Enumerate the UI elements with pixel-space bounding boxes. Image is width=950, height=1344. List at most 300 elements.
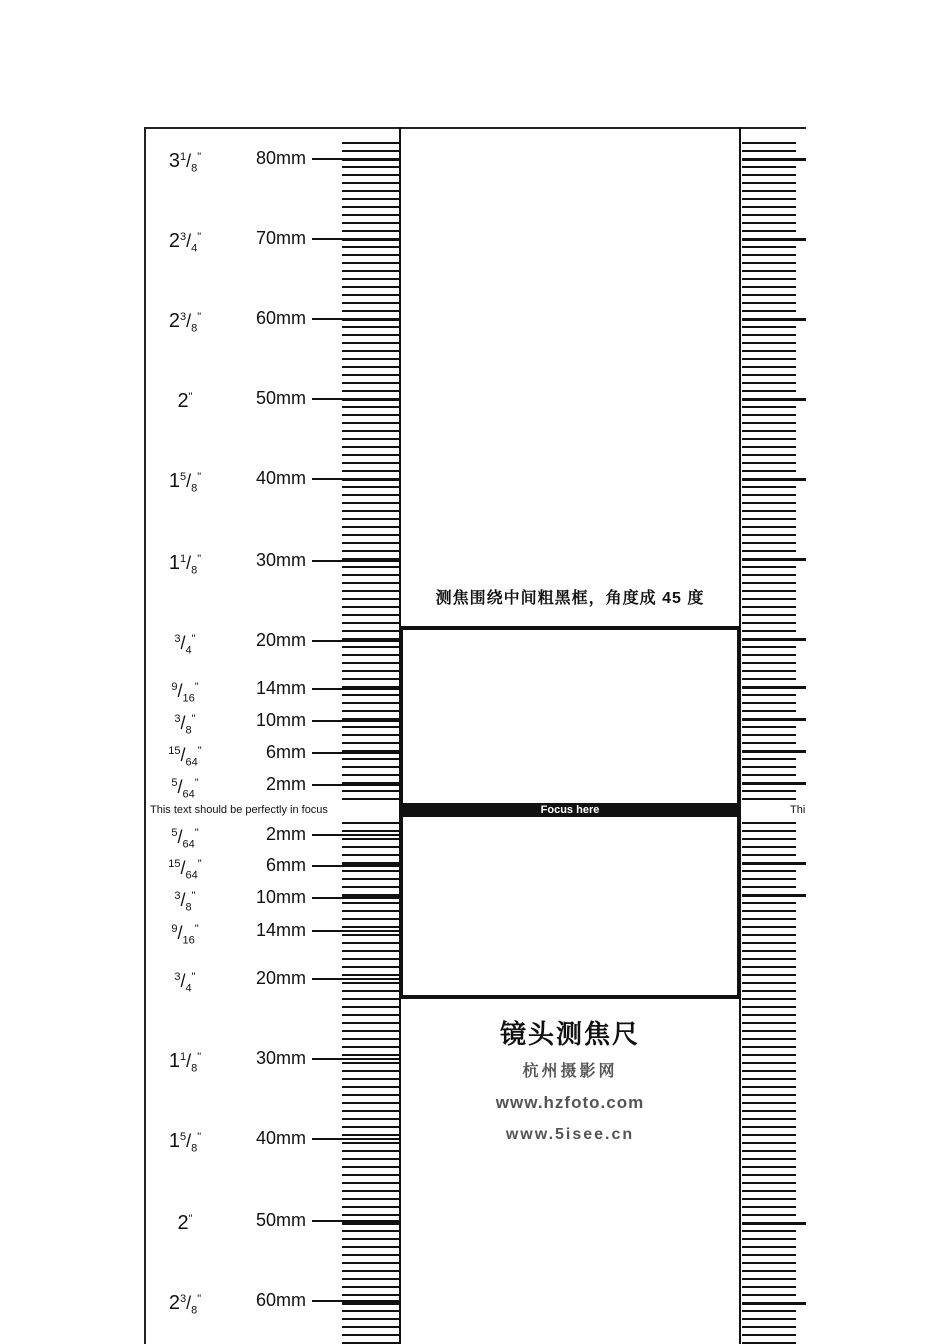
ruler-tick [312,640,399,642]
ruler-tick [742,494,796,496]
inch-label: $^5/_{64}^"$ [171,827,199,851]
ruler-tick [342,230,399,232]
ruler-tick [342,566,399,568]
ruler-tick [742,854,796,856]
ruler-tick [742,342,796,344]
ruler-tick [342,758,399,760]
ruler-tick [742,174,796,176]
ruler-tick [742,758,796,760]
ruler-tick [742,390,796,392]
ruler-tick [342,886,399,888]
ruler-tick [342,526,399,528]
ruler-tick [742,198,796,200]
ruler-tick [742,430,796,432]
focus-box-lower [399,816,741,999]
ruler-tick [342,310,399,312]
ruler-tick [742,422,796,424]
ruler-tick [742,1174,796,1176]
ruler-tick [742,1062,796,1064]
ruler-tick [342,1318,399,1320]
inch-label: $2^3/_4^"$ [168,230,202,255]
ruler-tick [342,990,399,992]
ruler-tick [342,766,399,768]
ruler-tick [742,166,796,168]
ruler-tick [742,1158,796,1160]
ruler-tick [742,598,796,600]
ruler-tick [342,998,399,1000]
ruler-tick [312,318,399,320]
ruler-tick [742,366,796,368]
ruler-tick [342,1246,399,1248]
ruler-tick [742,254,796,256]
ruler-title: 镜头测焦尺 [499,1019,640,1049]
mm-label: 30mm [255,1048,306,1068]
ruler-tick [342,934,399,936]
ruler-tick [342,510,399,512]
ruler-tick [342,1110,399,1112]
inch-label: $^3/_8^"$ [174,890,196,914]
ruler-tick [742,206,796,208]
ruler-tick [742,1222,806,1225]
ruler-tick [342,1278,399,1280]
ruler-tick [342,374,399,376]
ruler-tick [342,710,399,712]
ruler-tick [742,1078,796,1080]
ruler-tick [312,978,399,980]
ruler-tick [742,1214,796,1216]
inch-label: $2^3/_8^"$ [168,1292,202,1317]
ruler-tick [342,726,399,728]
ruler-tick [742,326,796,328]
ruler-tick [342,1046,399,1048]
ruler-tick [742,662,796,664]
ruler-tick [742,270,796,272]
mm-label: 40mm [255,468,306,488]
ruler-tick [742,310,796,312]
ruler-tick [342,286,399,288]
ruler-tick [742,574,796,576]
ruler-tick [742,1278,796,1280]
ruler-tick [342,1254,399,1256]
ruler-tick [742,1014,796,1016]
ruler-tick [342,1126,399,1128]
ruler-tick [342,630,399,632]
ruler-tick [342,214,399,216]
ruler-tick [342,854,399,856]
ruler-tick [312,865,399,867]
ruler-tick [742,1134,796,1136]
outer-frame-left [144,127,146,1344]
inch-label: $2^3/_8^"$ [168,310,202,335]
inch-label: $^9/_{16}^"$ [171,923,199,947]
ruler-tick [342,694,399,696]
ruler-tick [342,838,399,840]
ruler-tick [342,422,399,424]
ruler-tick [742,246,796,248]
ruler-tick [742,934,796,936]
ruler-tick [742,510,796,512]
inch-label: $1^1/_8^"$ [168,552,202,577]
ruler-tick [342,1078,399,1080]
ruler-tick [742,1022,796,1024]
ruler-tick [312,158,399,160]
mm-label: 70mm [255,228,306,248]
mm-label: 60mm [255,1290,306,1310]
ruler-tick [342,366,399,368]
ruler-tick [342,1206,399,1208]
ruler-tick [742,1230,796,1232]
mm-label: 20mm [255,630,306,650]
ruler-tick [742,1086,796,1088]
mm-label: 10mm [255,710,306,730]
ruler-tick [742,1206,796,1208]
ruler-tick [342,270,399,272]
ruler-tick [342,982,399,984]
ruler-tick [342,582,399,584]
ruler-tick [742,638,806,641]
ruler-tick [342,974,399,976]
ruler-tick [342,358,399,360]
ruler-tick [742,910,796,912]
ruler-tick [312,478,399,480]
ruler-tick [342,878,399,880]
ruler-tick [342,966,399,968]
ruler-tick [742,1238,796,1240]
ruler-tick [342,822,399,824]
ruler-tick [742,798,796,800]
ruler-tick [342,1230,399,1232]
ruler-tick [742,1006,796,1008]
ruler-tick [342,470,399,472]
ruler-tick [342,1054,399,1056]
inch-label: $1^5/_8^"$ [168,1130,202,1155]
ruler-tick [742,446,796,448]
ruler-tick [742,846,796,848]
ruler-tick [312,560,399,562]
ruler-tick [342,302,399,304]
ruler-tick [742,654,796,656]
ruler-tick [742,646,796,648]
ruler-tick [342,454,399,456]
ruler-tick [342,142,399,144]
mm-label: 2mm [266,824,306,844]
ruler-tick [342,1006,399,1008]
ruler-tick [742,278,796,280]
ruler-tick [742,158,806,161]
ruler-tick [342,166,399,168]
ruler-tick [312,834,399,836]
ruler-tick [342,1070,399,1072]
ruler-tick [742,894,806,897]
ruler-tick [342,1038,399,1040]
inch-label: $3^1/_8^"$ [168,150,202,175]
ruler-tick [342,446,399,448]
ruler-tick [342,798,399,800]
ruler-tick [342,1222,399,1225]
ruler-tick [742,1046,796,1048]
mm-label: 60mm [255,308,306,328]
ruler-tick [312,688,399,690]
ruler-tick [342,406,399,408]
ruler-tick [742,886,796,888]
ruler-tick [742,630,796,632]
ruler-tick [312,1058,399,1060]
inch-label: $1^1/_8^"$ [168,1050,202,1075]
ruler-tick [742,1342,796,1344]
ruler-tick [742,918,796,920]
ruler-tick [742,942,796,944]
ruler-tick [742,1038,796,1040]
ruler-tick [342,1302,399,1305]
ruler-tick [742,1246,796,1248]
ruler-tick [342,830,399,832]
ruler-tick [742,902,796,904]
mm-label: 50mm [255,388,306,408]
mm-label: 40mm [255,1128,306,1148]
ruler-tick [342,190,399,192]
ruler-tick [742,502,796,504]
ruler-tick [742,606,796,608]
ruler-tick [342,590,399,592]
ruler-tick [742,590,796,592]
ruler-tick [742,582,796,584]
ruler-tick [342,598,399,600]
ruler-tick [742,1334,796,1336]
ruler-tick [342,206,399,208]
ruler-tick [742,526,796,528]
ruler-tick [742,454,796,456]
ruler-tick [342,1182,399,1184]
ruler-tick [742,830,796,832]
inch-label: $^{15}/_{64}^"$ [168,745,202,769]
ruler-tick [342,1270,399,1272]
ruler-tick [342,278,399,280]
ruler-tick [742,726,796,728]
ruler-tick [342,174,399,176]
ruler-tick [742,566,796,568]
ruler-tick [742,702,796,704]
ruler-tick [342,430,399,432]
ruler-tick [742,950,796,952]
ruler-tick [742,1326,796,1328]
ruler-tick [342,438,399,440]
ruler-tick [742,990,796,992]
ruler-tick [742,542,796,544]
ruler-tick [742,718,806,721]
ruler-tick [742,1198,796,1200]
ruler-tick [742,142,796,144]
ruler-tick [342,1334,399,1336]
ruler-tick [742,238,806,241]
ruler-tick [342,1014,399,1016]
ruler-tick [742,926,796,928]
ruler-tick [342,1190,399,1192]
ruler-tick [742,862,806,865]
ruler-tick [342,1198,399,1200]
ruler-tick [312,1220,399,1222]
ruler-tick [742,182,796,184]
mm-label: 6mm [266,855,306,875]
ruler-tick [742,1294,796,1296]
ruler-tick [742,414,796,416]
ruler-tick [742,1182,796,1184]
ruler-tick [342,222,399,224]
ruler-tick [342,1142,399,1144]
ruler-tick [742,774,796,776]
ruler-tick [742,1118,796,1120]
mm-label: 6mm [266,742,306,762]
ruler-tick [342,1262,399,1264]
ruler-tick [342,494,399,496]
focus-note-left: This text should be perfectly in focus [150,804,328,816]
ruler-tick [342,150,399,152]
ruler-tick [742,1254,796,1256]
ruler-tick [742,870,796,872]
ruler-tick [312,398,399,400]
ruler-tick [742,486,796,488]
ruler-tick [742,286,796,288]
ruler-tick [342,1030,399,1032]
ruler-tick [742,358,796,360]
ruler-tick [742,614,796,616]
ruler-tick [342,918,399,920]
ruler-tick [742,838,796,840]
ruler-tick [342,254,399,256]
ruler-tick [742,1094,796,1096]
ruler-tick [342,534,399,536]
ruler-tick [342,774,399,776]
ruler-tick [742,1270,796,1272]
ruler-tick [742,1286,796,1288]
ruler-tick [342,1342,399,1344]
ruler-tick [742,518,796,520]
ruler-tick [342,294,399,296]
ruler-tick [342,382,399,384]
ruler-tick [742,1054,796,1056]
ruler-tick [342,670,399,672]
inch-label: $^9/_{16}^"$ [171,681,199,705]
mm-label: 30mm [255,550,306,570]
ruler-tick [342,1238,399,1240]
ruler-tick [742,974,796,976]
ruler-tick [742,1310,796,1312]
ruler-tick [312,238,399,240]
ruler-tick [742,558,806,561]
ruler-tick [342,1094,399,1096]
ruler-tick [342,1214,399,1216]
ruler-tick [742,694,796,696]
ruler-tick [742,742,796,744]
site-url-2: www.5isee.cn [505,1126,635,1143]
ruler-tick [342,574,399,576]
mm-label: 20mm [255,968,306,988]
inch-label: 2" [177,1212,193,1234]
ruler-tick [342,1294,399,1296]
ruler-tick [342,846,399,848]
ruler-tick [342,502,399,504]
ruler-tick [742,1190,796,1192]
inch-label: $^3/_4^"$ [174,971,196,995]
ruler-tick [342,614,399,616]
ruler-tick [342,246,399,248]
ruler-tick [312,930,399,932]
ruler-tick [742,214,796,216]
ruler-tick [342,1158,399,1160]
mm-label: 80mm [255,148,306,168]
mm-label: 10mm [255,887,306,907]
ruler-tick [742,318,806,321]
focus-note-right: Thi [790,804,806,816]
ruler-tick [342,262,399,264]
ruler-tick [342,606,399,608]
ruler-tick [342,702,399,704]
ruler-tick [312,720,399,722]
ruler-tick [742,686,806,689]
ruler-tick [342,910,399,912]
mm-label: 2mm [266,774,306,794]
ruler-tick [742,302,796,304]
ruler-tick [342,926,399,928]
ruler-tick [342,390,399,392]
ruler-tick [742,1126,796,1128]
ruler-tick [312,897,399,899]
ruler-tick [342,902,399,904]
mm-label: 14mm [255,920,306,940]
ruler-tick [342,1022,399,1024]
ruler-tick [342,326,399,328]
ruler-tick [342,1150,399,1152]
ruler-tick [742,470,796,472]
ruler-tick [342,622,399,624]
ruler-tick [742,1302,806,1305]
ruler-tick [742,262,796,264]
ruler-tick [342,334,399,336]
ruler-tick [742,534,796,536]
ruler-tick [342,678,399,680]
ruler-tick [742,750,806,753]
ruler-tick [342,950,399,952]
ruler-tick [342,1310,399,1312]
ruler-tick [342,1134,399,1136]
inch-label: $^5/_{64}^"$ [171,777,199,801]
ruler-tick [342,198,399,200]
ruler-tick [342,1102,399,1104]
ruler-tick [742,966,796,968]
mm-label: 50mm [255,1210,306,1230]
ruler-tick [742,406,796,408]
ruler-tick [742,790,796,792]
ruler-tick [342,870,399,872]
ruler-tick [342,958,399,960]
ruler-tick [742,670,796,672]
site-url-1: www.hzfoto.com [495,1093,645,1112]
focus-box-upper [399,626,741,804]
ruler-tick [342,342,399,344]
ruler-tick [742,958,796,960]
ruler-tick [342,646,399,648]
ruler-tick [342,662,399,664]
ruler-tick [742,438,796,440]
ruler-tick [742,222,796,224]
mm-label: 14mm [255,678,306,698]
ruler-tick [342,1086,399,1088]
site-name: 杭州摄影网 [522,1063,618,1080]
ruler-tick [742,1102,796,1104]
ruler-tick [742,1142,796,1144]
ruler-tick [312,784,399,786]
ruler-tick [342,350,399,352]
inch-label: $1^5/_8^"$ [168,470,202,495]
